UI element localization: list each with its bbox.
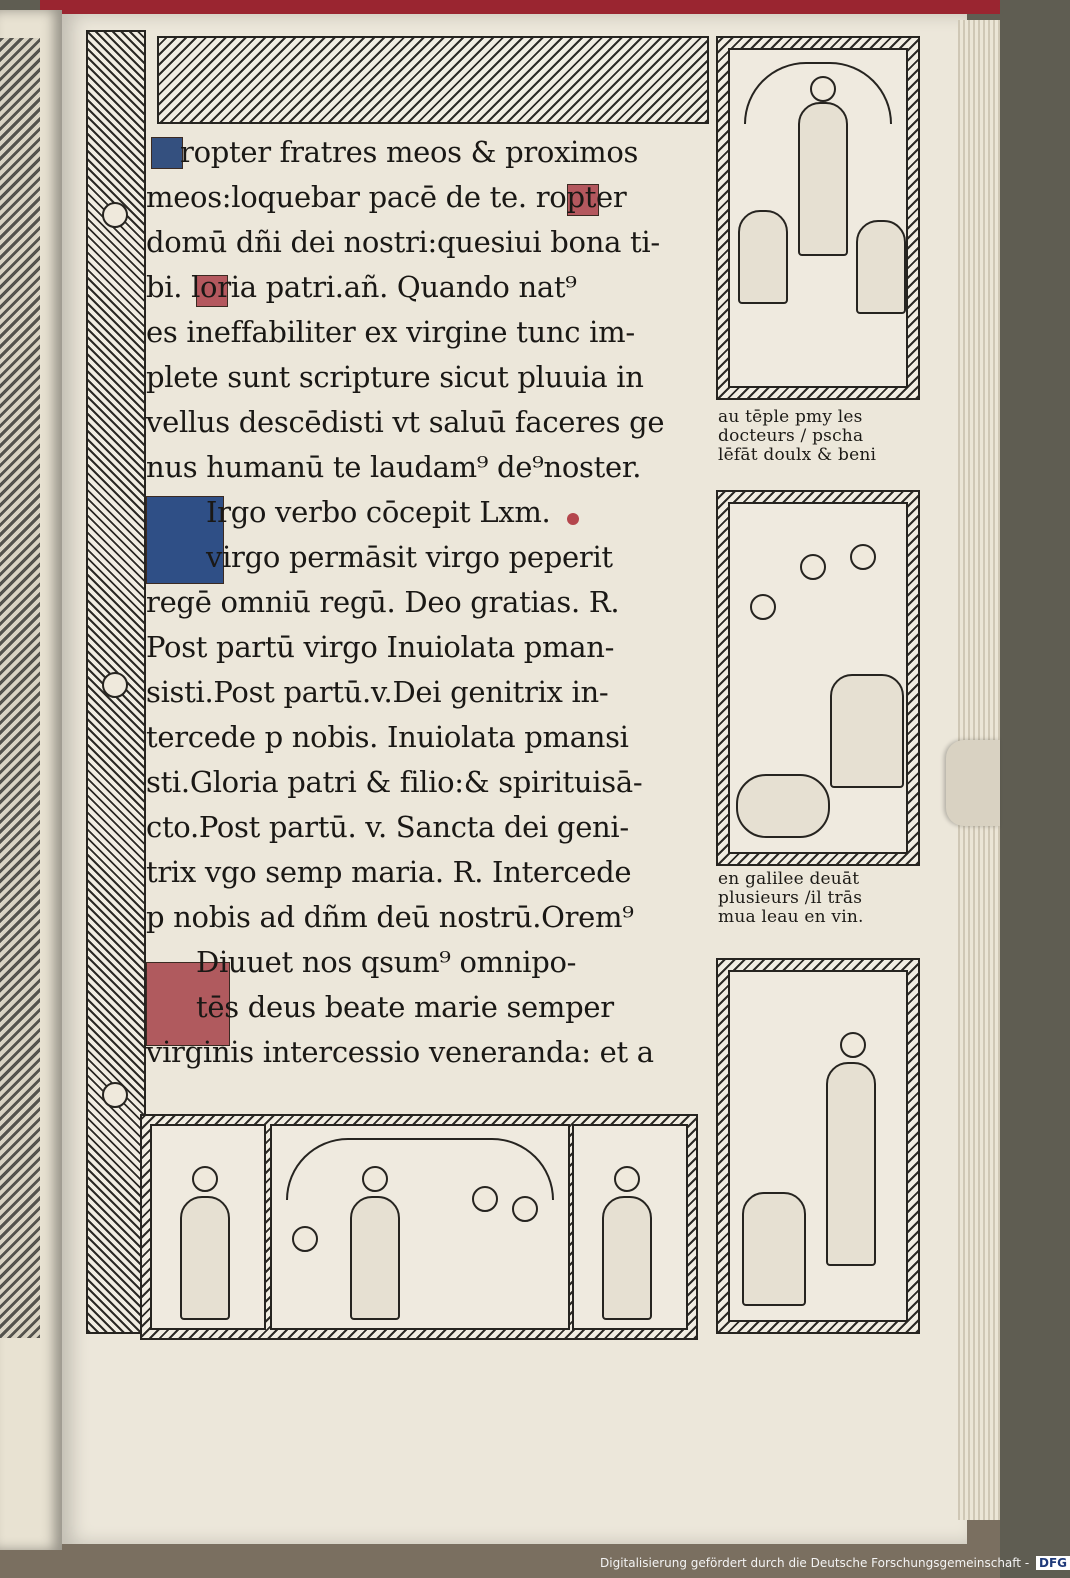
caption-line: mua leau en vin. [718,907,864,927]
text-line: tēs deus beate marie semper [196,990,614,1024]
kneeling-figure-icon [742,1192,806,1306]
text-line: ropter fratres meos & proximos [180,135,639,169]
text-line: virgo permāsit virgo peperit [206,540,613,574]
figure-head-icon [614,1166,640,1192]
christ-teaching-panel [270,1124,570,1330]
figure-head-icon [850,544,876,570]
text-line: sisti.Post partū.v.Dei genitrix in- [146,675,609,709]
text-line: Post partū virgo Inuiolata pman- [146,630,615,664]
standing-figure-icon [826,1062,876,1266]
text-line: virginis intercessio veneranda: et a [146,1035,654,1069]
text-line: plete sunt scripture sicut pluuia in [146,360,644,394]
water-jars-icon [736,774,830,838]
figure-head-icon [810,76,836,102]
prophet-figure-icon [180,1196,230,1320]
figure-head-icon [362,1166,388,1192]
seated-figure-icon [856,220,906,314]
text-line: cto.Post partū. v. Sancta dei geni- [146,810,629,844]
text-line: p nobis ad dñm deū nostrū.Orem⁹ [146,900,634,934]
caption-line: en galilee deuāt [718,869,860,889]
prophet-head-icon [102,1082,128,1108]
figure-head-icon [472,1186,498,1212]
binding-cloth-top [40,0,1000,14]
woodcut-wedding-at-cana [716,490,920,866]
caption-first [718,408,916,465]
prophet-head-icon [102,202,128,228]
text-line: sti.Gloria patri & filio:& spirituisā- [146,765,643,799]
text-line: Diuuet nos qsum⁹ omnipo- [196,945,577,979]
servant-figure-icon [830,674,904,788]
figure-head-icon [512,1196,538,1222]
figure-head-icon [840,1032,866,1058]
text-line: bi. loria patri.añ. Quando nat⁹ [146,270,577,304]
figure-head-icon [750,594,776,620]
text-line: domū dñi dei nostri:quesiui bona ti- [146,225,660,259]
standing-figure-icon [798,102,848,256]
page-tab [946,740,1000,826]
arch-icon [286,1138,554,1200]
prophet-panel-right [572,1124,688,1330]
woodcut-scene [728,970,908,1322]
caption-line: au tēple pmy les [718,407,863,427]
figure-head-icon [292,1226,318,1252]
credit-text: Digitalisierung gefördert durch die Deutsche Forschungsgemeinschaft - [600,1556,1030,1570]
top-foliage-border [157,36,709,124]
figure-head-icon [800,554,826,580]
caption-line: docteurs / pscha [718,426,864,446]
woodcut-scene [728,502,908,854]
facing-page-ornament [0,38,40,1338]
text-line: Irgo verbo cōcepit Lxm. [206,495,551,529]
caption-second [718,870,916,927]
text-line: meos:loquebar pacē de te. ropter [146,180,627,214]
caption-line: plusieurs /il trās [718,888,863,908]
text-line: trix vgo semp maria. R. Intercede [146,855,632,889]
text-line: es ineffabiliter ex virgine tunc im- [146,315,635,349]
dfg-logo: DFG [1036,1556,1070,1570]
text-line: regē omniū regū. Deo gratias. R. [146,585,620,619]
left-figure-column [86,30,146,1334]
christ-figure-icon [350,1196,400,1320]
text-line: vellus descēdisti vt saluū faceres ge [146,405,665,439]
figure-head-icon [192,1166,218,1192]
prophet-panel-left [150,1124,266,1330]
woodcut-scene [728,48,908,388]
woodcut-bottom-panel [140,1114,698,1340]
prophet-head-icon [102,672,128,698]
text-line: tercede p nobis. Inuiolata pmansi [146,720,629,754]
prophet-figure-icon [602,1196,652,1320]
main-text-block [146,130,708,1075]
facing-page-left [0,10,62,1550]
woodcut-christ-among-doctors [716,36,920,400]
text-line: nus humanū te laudam⁹ de⁹noster. [146,450,642,484]
woodcut-healing-scene [716,958,920,1334]
seated-figure-icon [738,210,788,304]
digitization-credit [600,1556,1070,1570]
caption-line: lēfāt doulx & beni [718,445,877,465]
